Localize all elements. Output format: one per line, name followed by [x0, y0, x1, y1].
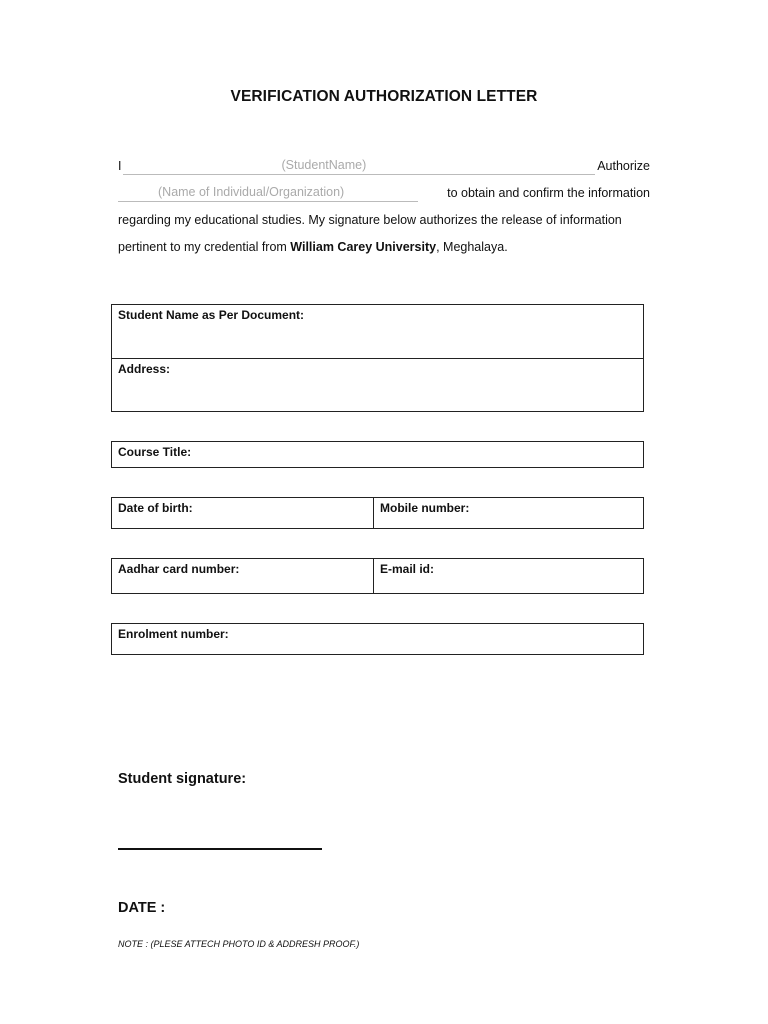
authorization-line-3: regarding my educational studies. My signature below authorizes the release of information: [118, 213, 622, 227]
course-title-cell: [112, 442, 643, 467]
dob-mobile-row: [111, 497, 644, 529]
student-name-blank[interactable]: [123, 156, 595, 175]
dob-label: Date of birth:: [118, 501, 193, 515]
dob-field[interactable]: [112, 498, 373, 528]
enrolment-field[interactable]: [111, 623, 644, 655]
mobile-label: Mobile number:: [380, 501, 470, 515]
authorization-line-2: [118, 180, 650, 207]
enrolment-label: Enrolment number:: [118, 627, 229, 641]
email-field[interactable]: [374, 559, 643, 593]
mobile-field[interactable]: [374, 498, 643, 528]
student-address-box: [111, 304, 644, 412]
organization-blank[interactable]: [118, 183, 418, 202]
student-name-label: Student Name as Per Document:: [118, 308, 305, 322]
authorization-line-2-text: to obtain and confirm the information: [447, 186, 650, 200]
aadhar-field[interactable]: [112, 559, 373, 593]
course-title-field[interactable]: [111, 441, 644, 468]
organization-placeholder: (Name of Individual/Organization): [158, 185, 345, 199]
authorization-line-4: [118, 234, 650, 261]
line4-prefix: pertinent to my credential from: [118, 240, 291, 254]
address-field[interactable]: [112, 359, 643, 411]
signature-line[interactable]: [118, 848, 322, 850]
university-name: William Carey University: [290, 240, 437, 254]
address-label: Address:: [118, 362, 171, 376]
pronoun-text: I: [118, 159, 122, 173]
line4-suffix: , Meghalaya.: [436, 240, 508, 254]
note-text: NOTE : (PLESE ATTECH PHOTO ID & ADDRESH PROOF.): [118, 939, 360, 949]
email-label: E-mail id:: [380, 562, 435, 576]
student-name-placeholder: (StudentName): [281, 158, 367, 172]
aadhar-email-row: [111, 558, 644, 594]
student-signature-label: Student signature:: [118, 771, 247, 787]
aadhar-label: Aadhar card number:: [118, 562, 240, 576]
course-title-label: Course Title:: [118, 445, 192, 459]
enrolment-cell: [112, 624, 643, 654]
authorize-text: Authorize: [597, 159, 650, 173]
date-label: DATE :: [118, 900, 166, 916]
page-title: VERIFICATION AUTHORIZATION LETTER: [230, 88, 538, 105]
authorization-line-1: [118, 153, 650, 180]
student-name-field[interactable]: [112, 305, 643, 358]
